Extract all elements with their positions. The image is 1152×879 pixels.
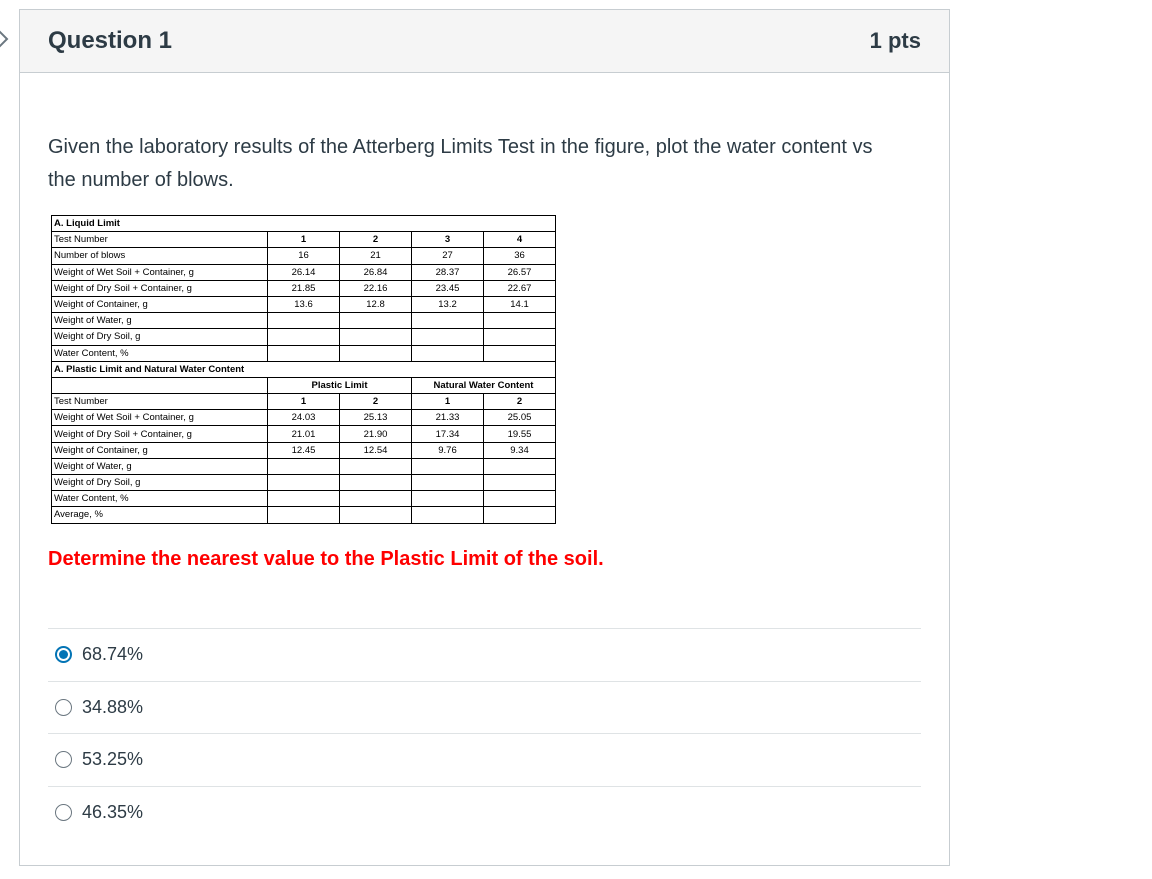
radio-unchecked-icon[interactable]	[55, 804, 72, 821]
table-cell	[268, 491, 340, 507]
table-cell: 25.13	[340, 410, 412, 426]
plastic-limit-heading: Plastic Limit	[268, 377, 412, 393]
table-cell: 2	[340, 232, 412, 248]
table-cell	[268, 313, 340, 329]
table-section-header	[52, 216, 556, 232]
table-cell: 1	[268, 394, 340, 410]
table-cell	[412, 507, 484, 523]
table-cell	[484, 507, 556, 523]
table-cell: 14.1	[484, 296, 556, 312]
row-label: Water Content, %	[52, 345, 268, 361]
table-row	[52, 410, 556, 426]
table-cell	[412, 458, 484, 474]
table-cell: 21.90	[340, 426, 412, 442]
answer-label: 34.88%	[82, 696, 144, 717]
table-row	[52, 491, 556, 507]
table-cell: 26.84	[340, 264, 412, 280]
table-cell: 2	[340, 394, 412, 410]
answer-label: 46.35%	[82, 801, 144, 822]
table-cell: 27	[412, 248, 484, 264]
radio-unchecked-icon[interactable]	[55, 699, 72, 716]
table-cell: 13.6	[268, 296, 340, 312]
table-row	[52, 296, 556, 312]
table-cell	[268, 329, 340, 345]
table-cell: 4	[484, 232, 556, 248]
table-cell	[340, 313, 412, 329]
table-cell: 12.8	[340, 296, 412, 312]
table-cell: 22.16	[340, 280, 412, 296]
table-cell	[484, 491, 556, 507]
collapse-arrow-icon[interactable]	[0, 28, 10, 50]
table-cell: 9.76	[412, 442, 484, 458]
row-label: Weight of Dry Soil, g	[52, 475, 268, 491]
section-header-cell: A. Plastic Limit and Natural Water Content	[52, 361, 556, 377]
row-label: Weight of Container, g	[52, 442, 268, 458]
table-cell	[412, 475, 484, 491]
natural-water-content-heading: Natural Water Content	[412, 377, 556, 393]
table-cell: 19.55	[484, 426, 556, 442]
radio-checked-icon[interactable]	[55, 646, 72, 663]
row-label: Weight of Dry Soil + Container, g	[52, 280, 268, 296]
table-row	[52, 475, 556, 491]
table-cell: 17.34	[412, 426, 484, 442]
table-cell	[268, 458, 340, 474]
table-cell	[340, 458, 412, 474]
row-label: Test Number	[52, 232, 268, 248]
answer-label: 53.25%	[82, 749, 144, 770]
lab-results-table	[51, 215, 556, 524]
table-row	[52, 458, 556, 474]
table-cell	[268, 345, 340, 361]
question-instruction: Determine the nearest value to the Plastic Limit of the soil.	[48, 548, 604, 570]
table-cell: 28.37	[412, 264, 484, 280]
row-label: Weight of Wet Soil + Container, g	[52, 410, 268, 426]
answer-option[interactable]	[48, 786, 921, 839]
row-label: Water Content, %	[52, 491, 268, 507]
table-cell: 12.54	[340, 442, 412, 458]
table-cell	[340, 329, 412, 345]
row-label: Weight of Dry Soil, g	[52, 329, 268, 345]
radio-unchecked-icon[interactable]	[55, 751, 72, 768]
answer-list	[48, 628, 921, 838]
section-header-cell: A. Liquid Limit	[52, 216, 556, 232]
table-cell: 1	[412, 394, 484, 410]
table-cell: 2	[484, 394, 556, 410]
question-header	[20, 10, 949, 73]
table-cell: 9.34	[484, 442, 556, 458]
table-row	[52, 507, 556, 523]
row-label: Number of blows	[52, 248, 268, 264]
table-cell: 3	[412, 232, 484, 248]
table-row	[52, 329, 556, 345]
table-cell	[412, 313, 484, 329]
table-cell: 36	[484, 248, 556, 264]
row-label: Weight of Water, g	[52, 313, 268, 329]
question-card	[19, 9, 950, 866]
question-text: Given the laboratory results of the Atterberg Limits Test in the figure, plot the water content vs the number of blows.	[48, 136, 873, 191]
question-points: 1 pts	[869, 28, 921, 53]
table-cell: 13.2	[412, 296, 484, 312]
table-row	[52, 248, 556, 264]
row-label: Test Number	[52, 394, 268, 410]
table-cell: 24.03	[268, 410, 340, 426]
table-section-header	[52, 361, 556, 377]
table-cell	[484, 458, 556, 474]
table-cell: 22.67	[484, 280, 556, 296]
table-cell: 21.01	[268, 426, 340, 442]
row-label: Weight of Water, g	[52, 458, 268, 474]
table-row	[52, 280, 556, 296]
answer-option[interactable]	[48, 628, 921, 681]
table-cell: 1	[268, 232, 340, 248]
table-cell	[268, 507, 340, 523]
table-cell	[412, 329, 484, 345]
row-label: Average, %	[52, 507, 268, 523]
table-cell: 12.45	[268, 442, 340, 458]
table-cell: 16	[268, 248, 340, 264]
table-cell: 25.05	[484, 410, 556, 426]
table-cell	[340, 491, 412, 507]
table-cell: 23.45	[412, 280, 484, 296]
table-row	[52, 313, 556, 329]
table-row	[52, 442, 556, 458]
table-cell: 21.85	[268, 280, 340, 296]
table-cell	[484, 329, 556, 345]
table-row	[52, 394, 556, 410]
table-row	[52, 426, 556, 442]
table-cell	[484, 475, 556, 491]
row-label: Weight of Dry Soil + Container, g	[52, 426, 268, 442]
table-cell: 21.33	[412, 410, 484, 426]
table-cell	[268, 475, 340, 491]
table-row	[52, 264, 556, 280]
row-label: Weight of Container, g	[52, 296, 268, 312]
table-cell: 26.14	[268, 264, 340, 280]
table-cell	[484, 313, 556, 329]
table-cell: 26.57	[484, 264, 556, 280]
table-cell	[484, 345, 556, 361]
table-cell	[340, 345, 412, 361]
blank-cell	[52, 377, 268, 393]
answer-option[interactable]	[48, 681, 921, 734]
table-cell	[412, 491, 484, 507]
table-row	[52, 232, 556, 248]
table-cell: 21	[340, 248, 412, 264]
table-cell	[412, 345, 484, 361]
table-cell	[340, 475, 412, 491]
answer-label: 68.74%	[82, 644, 144, 665]
table-cell	[340, 507, 412, 523]
table-subheader-row	[52, 377, 556, 393]
row-label: Weight of Wet Soil + Container, g	[52, 264, 268, 280]
question-title: Question 1	[48, 27, 173, 54]
table-row	[52, 345, 556, 361]
answer-option[interactable]	[48, 733, 921, 786]
